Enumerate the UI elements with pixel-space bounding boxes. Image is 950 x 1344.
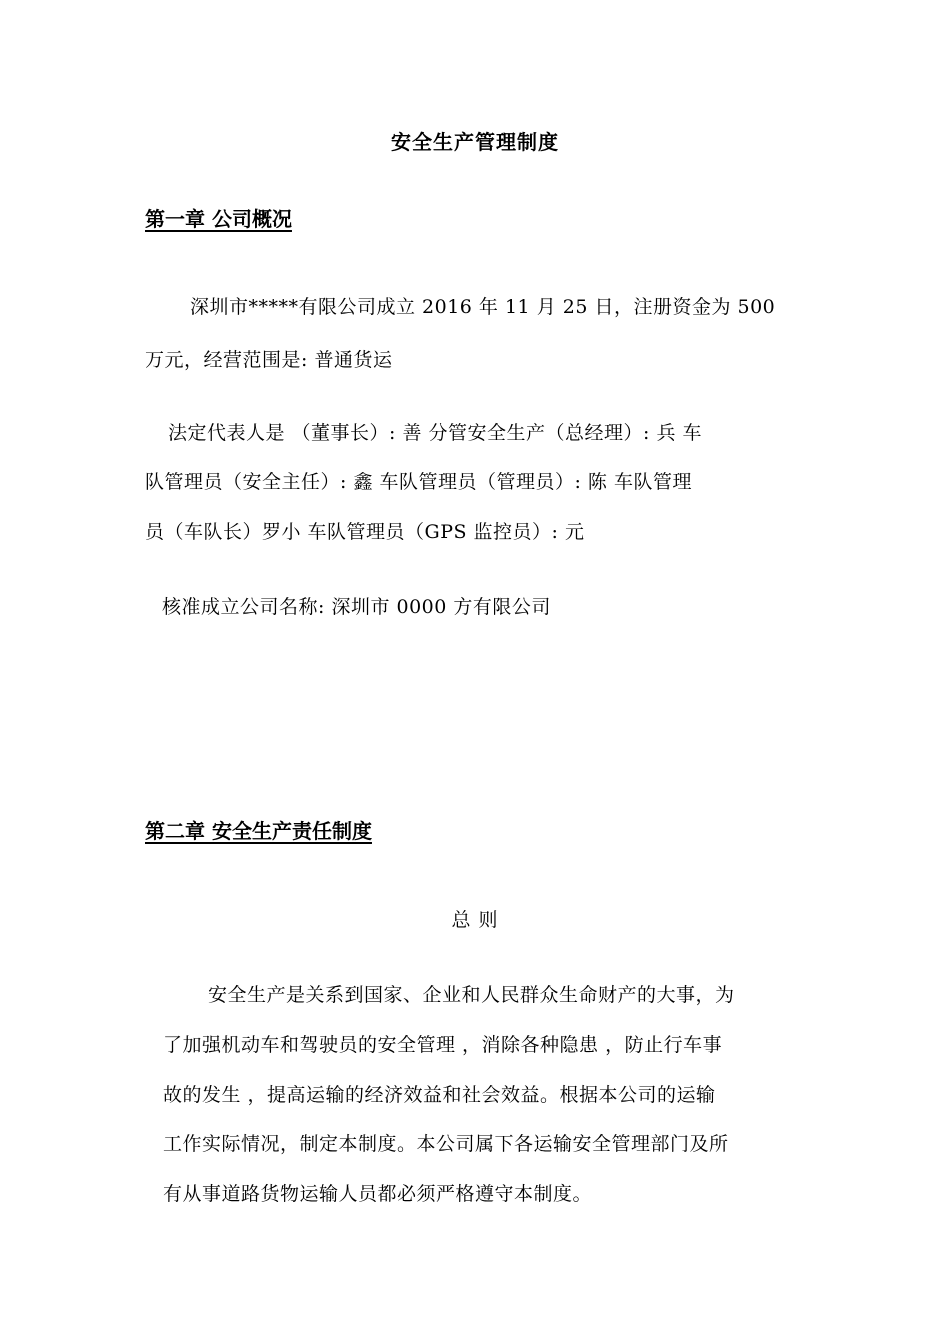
chapter-2-para-1-line-2: 了加强机动车和驾驶员的安全管理 ，消除各种隐患 ，防止行车事 (163, 1034, 723, 1056)
chapter-2-para-1-line-3: 故的发生 ，提高运输的经济效益和社会效益。根据本公司的运输 (163, 1084, 716, 1106)
chapter-2-para-1-line-4: 工作实际情况，制定本制度。本公司属下各运输安全管理部门及所 (163, 1133, 729, 1155)
chapter-1-para-2-line-1: 法定代表人是 （董事长）: 善 分管安全生产（总经理）: 兵 车 (168, 422, 703, 444)
chapter-2-para-1-line-5: 有从事道路货物运输人员都必须严格遵守本制度。 (163, 1183, 593, 1205)
section-heading-general: 总 则 (451, 909, 499, 931)
chapter-1-para-2-line-3: 员（车队长）罗小 车队管理员（GPS 监控员）: 元 (145, 521, 585, 543)
document-title: 安全生产管理制度 (391, 130, 559, 154)
chapter-1-heading: 第一章 公司概况 (145, 207, 292, 231)
chapter-1-para-2-line-2: 队管理员（安全主任）: 鑫 车队管理员（管理员）: 陈 车队管理 (145, 471, 692, 493)
chapter-2-para-1-line-1: 安全生产是关系到国家、企业和人民群众生命财产的大事，为 (208, 984, 735, 1006)
chapter-2-heading: 第二章 安全生产责任制度 (145, 819, 372, 843)
chapter-1-para-1-line-1: 深圳市*****有限公司成立 2016 年 11 月 25 日，注册资金为 500 (190, 296, 776, 318)
chapter-1-para-3: 核准成立公司名称: 深圳市 0000 方有限公司 (162, 596, 551, 618)
chapter-1-para-1-line-2: 万元，经营范围是: 普通货运 (145, 349, 393, 371)
